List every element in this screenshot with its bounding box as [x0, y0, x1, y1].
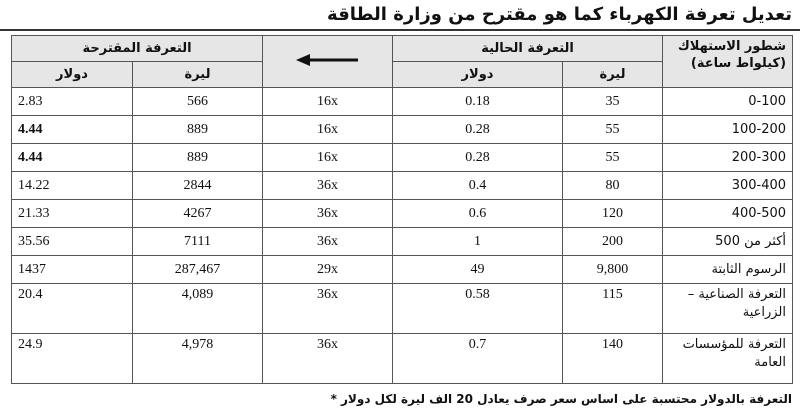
tier-cell: 400-500	[663, 200, 793, 228]
proposed-lira-cell: 2844	[133, 172, 263, 200]
tier-cell: الرسوم الثابتة	[663, 256, 793, 284]
table-row	[12, 116, 793, 144]
multiplier-cell: 16x	[263, 144, 393, 172]
table-row	[12, 284, 793, 334]
proposed-lira-cell: 287,467	[133, 256, 263, 284]
multiplier-cell: 36x	[263, 172, 393, 200]
current-dollar-header: دولار	[393, 62, 563, 88]
consumption-tier-header: شطور الاستهلاك (كيلواط ساعة)	[663, 36, 793, 88]
current-dollar-cell: 1	[393, 228, 563, 256]
current-dollar-cell: 0.6	[393, 200, 563, 228]
proposed-dollar-cell: 21.33	[12, 200, 133, 228]
table-row	[12, 144, 793, 172]
multiplier-cell: 36x	[263, 334, 393, 384]
proposed-dollar-cell: 14.22	[12, 172, 133, 200]
current-lira-cell: 55	[563, 116, 663, 144]
table-row	[12, 256, 793, 284]
current-dollar-cell: 0.58	[393, 284, 563, 334]
multiplier-cell: 16x	[263, 88, 393, 116]
tier-cell: 200-300	[663, 144, 793, 172]
proposed-lira-cell: 4267	[133, 200, 263, 228]
current-dollar-cell: 0.18	[393, 88, 563, 116]
current-lira-cell: 9,800	[563, 256, 663, 284]
proposed-tariff-header: التعرفة المقترحة	[12, 36, 263, 62]
proposed-lira-cell: 4,089	[133, 284, 263, 334]
title-divider	[0, 29, 800, 31]
proposed-lira-cell: 4,978	[133, 334, 263, 384]
table-row	[12, 228, 793, 256]
current-dollar-cell: 0.7	[393, 334, 563, 384]
table-row	[12, 334, 793, 384]
current-lira-cell: 140	[563, 334, 663, 384]
multiplier-cell: 36x	[263, 200, 393, 228]
proposed-dollar-cell: 20.4	[12, 284, 133, 334]
current-lira-cell: 55	[563, 144, 663, 172]
table-row	[12, 88, 793, 116]
current-dollar-cell: 0.28	[393, 144, 563, 172]
tier-cell: 0-100	[663, 88, 793, 116]
page-title: تعديل تعرفة الكهرباء كما هو مقترح من وزارة الطاقة	[327, 4, 792, 25]
current-dollar-cell: 49	[393, 256, 563, 284]
current-lira-cell: 200	[563, 228, 663, 256]
current-lira-header: ليرة	[563, 62, 663, 88]
proposed-dollar-header: دولار	[12, 62, 133, 88]
proposed-lira-cell: 7111	[133, 228, 263, 256]
table-row	[12, 200, 793, 228]
tier-cell: التعرفة الصناعية – الزراعية	[663, 284, 793, 334]
proposed-lira-cell: 889	[133, 116, 263, 144]
current-lira-cell: 115	[563, 284, 663, 334]
proposed-dollar-cell: 35.56	[12, 228, 133, 256]
proposed-dollar-cell: 24.9	[12, 334, 133, 384]
proposed-lira-cell: 566	[133, 88, 263, 116]
current-lira-cell: 120	[563, 200, 663, 228]
proposed-lira-header: ليرة	[133, 62, 263, 88]
tier-cell: 300-400	[663, 172, 793, 200]
tier-cell: 100-200	[663, 116, 793, 144]
left-arrow-icon	[296, 53, 360, 67]
current-tariff-header: التعرفة الحالية	[393, 36, 663, 62]
proposed-lira-cell: 889	[133, 144, 263, 172]
tier-cell: التعرفة للمؤسسات العامة	[663, 334, 793, 384]
multiplier-cell: 36x	[263, 284, 393, 334]
tariff-table	[11, 35, 793, 384]
multiplier-cell: 16x	[263, 116, 393, 144]
proposed-dollar-cell: 1437	[12, 256, 133, 284]
proposed-dollar-cell: 2.83	[12, 88, 133, 116]
footnote: التعرفة بالدولار محتسبة على اساس سعر صرف يعادل 20 الف ليرة لكل دولار *	[330, 392, 792, 406]
proposed-dollar-cell: 4.44	[12, 116, 133, 144]
current-dollar-cell: 0.4	[393, 172, 563, 200]
current-dollar-cell: 0.28	[393, 116, 563, 144]
increase-arrow-cell	[263, 36, 393, 88]
proposed-dollar-cell: 4.44	[12, 144, 133, 172]
multiplier-cell: 36x	[263, 228, 393, 256]
tier-cell: أكثر من 500	[663, 228, 793, 256]
current-lira-cell: 35	[563, 88, 663, 116]
multiplier-cell: 29x	[263, 256, 393, 284]
current-lira-cell: 80	[563, 172, 663, 200]
table-row	[12, 172, 793, 200]
